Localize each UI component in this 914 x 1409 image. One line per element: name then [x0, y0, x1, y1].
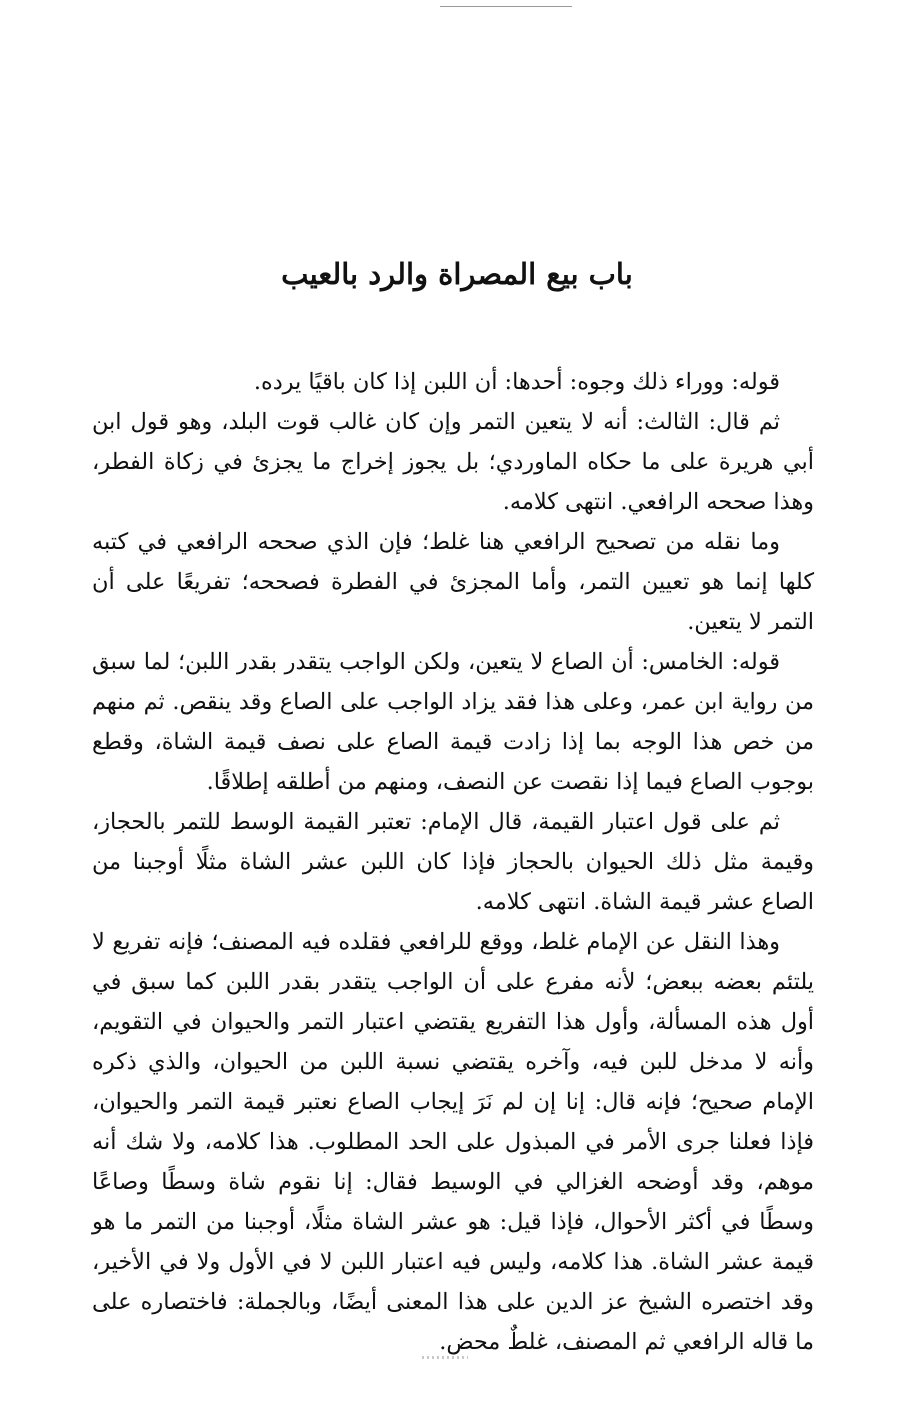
paragraph-5: ثم على قول اعتبار القيمة، قال الإمام: تعتبر القيمة الوسط للتمر بالحجاز، وقيمة مثل ذلك الحيوان بالحجاز فإذا كان اللبن عشر الشاة مثلًا أوجبنا من الصاع عشر قيمة الشاة. انتهى كلامه. — [92, 809, 814, 915]
body-text — [92, 362, 814, 1362]
paragraph-2: ثم قال: الثالث: أنه لا يتعين التمر وإن كان غالب قوت البلد، وهو قول ابن أبي هريرة على ما حكاه الماوردي؛ بل يجوز إخراج ما يجزئ في زكاة الفطر، وهذا صححه الرافعي. انتهى كلامه. — [92, 409, 814, 515]
paragraph-1: قوله: ووراء ذلك وجوه: أحدها: أن اللبن إذا كان باقيًا يرده. — [253, 369, 780, 395]
paragraph-6: وهذا النقل عن الإمام غلط، ووقع للرافعي فقلده فيه المصنف؛ فإنه تفريع لا يلتئم بعضه ببعض؛ لأنه مفرع على أن الواجب يتقدر بقدر اللبن كما سبق في أول هذه المسألة، وأول هذا التفريع يقتضي اعتبار التمر والحيوان في التقويم، وأنه لا مدخل للبن فيه، وآخره يقتضي نسبة اللبن من الحيوان، والذي ذكره الإمام صحيح؛ فإنه قال: إنا إن لم نَرَ إيجاب الصاع نعتبر قيمة التمر والحيوان، فإذا فعلنا جرى الأمر في المبذول على الحد المطلوب. هذا كلامه، ولا شك أنه موهم، وقد أوضحه الغزالي في الوسيط فقال: إنا نقوم شاة وسطًا وصاعًا وسطًا في أكثر الأحوال، فإذا قيل: هو عشر الشاة مثلًا، أوجبنا من التمر ما هو قيمة عشر الشاة. هذا كلامه، وليس فيه اعتبار اللبن لا في الأول ولا في الأخير، وقد اختصره الشيخ عز الدين على هذا المعنى أيضًا، وبالجملة: فاختصاره على ما قاله الرافعي ثم المصنف، غلطٌ محض. — [92, 929, 814, 1355]
paragraph-4: قوله: الخامس: أن الصاع لا يتعين، ولكن الواجب يتقدر بقدر اللبن؛ لما سبق من رواية ابن عمر، وعلى هذا فقد يزاد الواجب على الصاع وقد ينقص. ثم منهم من خص هذا الوجه بما إذا زادت قيمة الصاع على نصف قيمة الشاة، وقطع بوجوب الصاع فيما إذا نقصت عن النصف، ومنهم من أطلقه إطلاقًا. — [92, 649, 814, 795]
header-rule — [440, 6, 572, 7]
chapter-title: باب بيع المصراة والرد بالعيب — [281, 257, 633, 291]
paragraph-3: وما نقله من تصحيح الرافعي هنا غلط؛ فإن الذي صححه الرافعي في كتبه كلها إنما هو تعيين التمر، وأما المجزئ في الفطرة فصححه؛ تفريعًا على أن التمر لا يتعين. — [92, 529, 814, 635]
footer-smudge — [422, 1356, 468, 1359]
